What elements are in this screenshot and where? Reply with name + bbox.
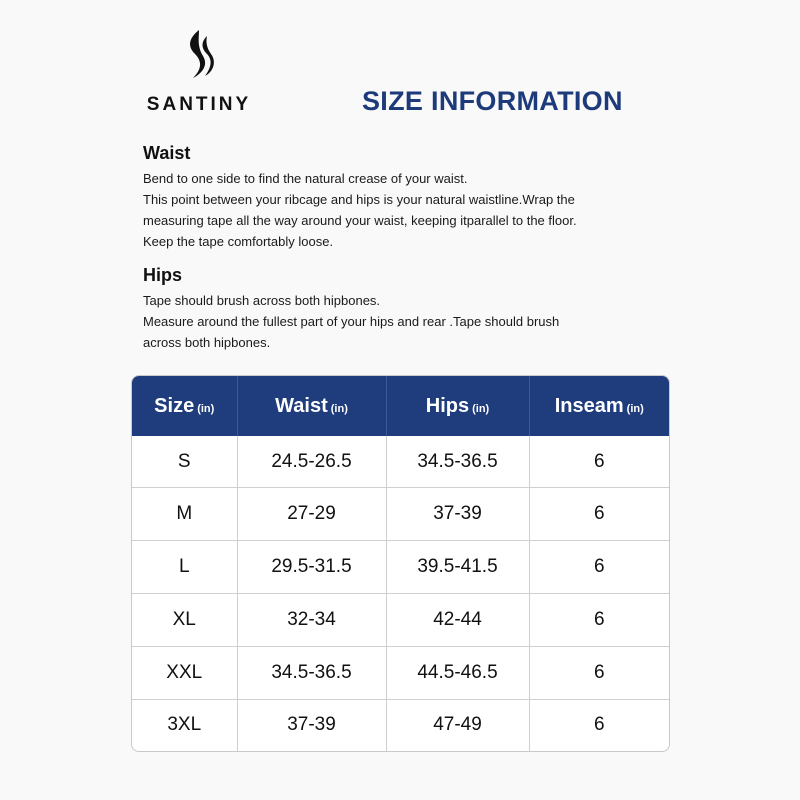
cell-waist: 37-39 (237, 699, 386, 751)
table-row (132, 699, 669, 751)
cell-inseam: 6 (529, 541, 669, 594)
cell-size: M (132, 488, 237, 541)
hips-line: Tape should brush across both hipbones. (143, 293, 381, 308)
table-row (132, 541, 669, 594)
waist-line: Bend to one side to find the natural crease of your waist. (143, 171, 468, 186)
cell-inseam: 6 (529, 436, 669, 488)
waist-heading: Waist (143, 143, 191, 163)
size-table (131, 375, 670, 752)
cell-hips: 47-49 (386, 699, 529, 751)
table-row (132, 436, 669, 488)
cell-hips: 39.5-41.5 (386, 541, 529, 594)
waist-line: Keep the tape comfortably loose. (143, 234, 334, 249)
table-row (132, 593, 669, 646)
header-size: Size (in) (132, 376, 237, 436)
waist-section (143, 143, 643, 252)
cell-hips: 44.5-46.5 (386, 646, 529, 699)
table-row (132, 646, 669, 699)
cell-waist: 29.5-31.5 (237, 541, 386, 594)
cell-inseam: 6 (529, 593, 669, 646)
cell-hips: 37-39 (386, 488, 529, 541)
header-inseam: Inseam (in) (529, 376, 669, 436)
waist-line: This point between your ribcage and hips is your natural waistline.Wrap the (143, 192, 575, 207)
cell-inseam: 6 (529, 488, 669, 541)
hips-line: across both hipbones. (143, 335, 271, 350)
cell-size: XL (132, 593, 237, 646)
table-row (132, 488, 669, 541)
table-header-row (132, 376, 669, 436)
cell-size: S (132, 436, 237, 488)
cell-size: XXL (132, 646, 237, 699)
cell-waist: 24.5-26.5 (237, 436, 386, 488)
waist-line: measuring tape all the way around your waist, keeping itparallel to the floor. (143, 213, 577, 228)
header-waist: Waist (in) (237, 376, 386, 436)
cell-waist: 27-29 (237, 488, 386, 541)
hips-heading: Hips (143, 265, 183, 285)
header-hips: Hips (in) (386, 376, 529, 436)
hips-line: Measure around the fullest part of your hips and rear .Tape should brush (143, 314, 560, 329)
cell-hips: 42-44 (386, 593, 529, 646)
cell-inseam: 6 (593, 714, 605, 736)
brand-logo (139, 28, 259, 116)
cell-size: 3XL (132, 699, 237, 751)
cell-inseam: 6 (529, 646, 669, 699)
cell-size: L (132, 541, 237, 594)
cell-hips: 34.5-36.5 (386, 436, 529, 488)
brand-name: SANTINY (146, 94, 252, 115)
cell-waist: 32-34 (237, 593, 386, 646)
page-title: SIZE INFORMATION (362, 86, 623, 116)
flame-s-logo-icon (179, 28, 219, 86)
hips-section (143, 265, 643, 353)
cell-waist: 34.5-36.5 (237, 646, 386, 699)
